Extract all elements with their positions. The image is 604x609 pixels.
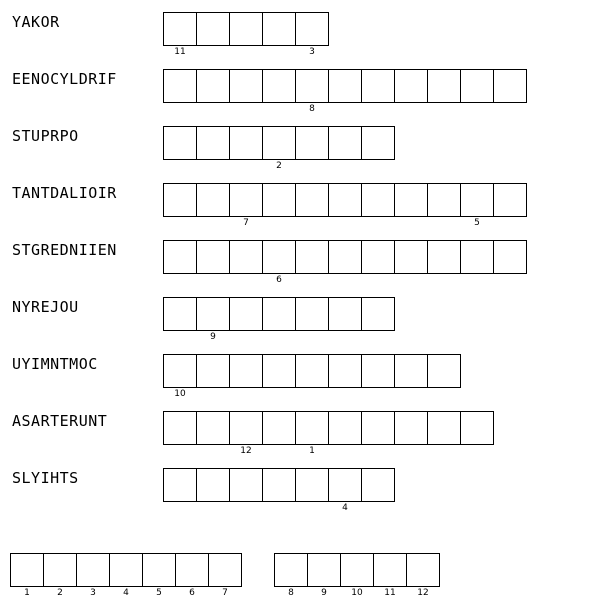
clue-number: 2 <box>276 161 282 171</box>
clue-number: 7 <box>243 218 249 228</box>
letter-box[interactable] <box>295 411 329 456</box>
letter-box[interactable] <box>328 354 362 388</box>
letter-box[interactable] <box>460 183 494 228</box>
letter-box[interactable] <box>394 354 428 388</box>
letter-box[interactable] <box>328 468 362 513</box>
final-letter-box[interactable] <box>76 553 110 598</box>
letter-box[interactable] <box>229 240 263 274</box>
letter-box[interactable] <box>328 240 362 274</box>
answer-row <box>163 468 395 513</box>
letter-box[interactable] <box>196 297 230 342</box>
final-letter-box[interactable] <box>142 553 176 598</box>
clue-number: 1 <box>309 446 315 456</box>
final-box-number: 9 <box>321 588 327 598</box>
clue-number: 10 <box>174 389 186 399</box>
letter-box[interactable] <box>460 411 494 445</box>
letter-box[interactable] <box>427 354 461 388</box>
letter-box[interactable] <box>163 240 197 274</box>
letter-box[interactable] <box>229 297 263 331</box>
final-letter-box[interactable] <box>373 553 407 598</box>
final-letter-box[interactable] <box>43 553 77 598</box>
scrambled-word: YAKOR <box>12 13 60 31</box>
letter-box[interactable] <box>229 12 263 46</box>
clue-number: 6 <box>276 275 282 285</box>
letter-box[interactable] <box>163 411 197 445</box>
letter-box[interactable] <box>361 297 395 331</box>
letter-box[interactable] <box>163 69 197 103</box>
letter-box[interactable] <box>163 183 197 217</box>
letter-box[interactable] <box>328 411 362 445</box>
clue-number: 4 <box>342 503 348 513</box>
letter-box[interactable] <box>328 69 362 103</box>
letter-box[interactable] <box>493 183 527 217</box>
letter-box[interactable] <box>493 69 527 103</box>
letter-box[interactable] <box>295 240 329 274</box>
answer-row <box>163 297 395 342</box>
letter-box[interactable] <box>163 297 197 331</box>
letter-box[interactable] <box>196 183 230 217</box>
scrambled-word: UYIMNTMOC <box>12 355 98 373</box>
final-letter-box[interactable] <box>340 553 374 598</box>
clue-number: 9 <box>210 332 216 342</box>
final-box-number: 11 <box>384 588 396 598</box>
letter-box[interactable] <box>295 69 329 114</box>
letter-box[interactable] <box>295 183 329 217</box>
final-letter-box[interactable] <box>208 553 242 598</box>
letter-box[interactable] <box>328 183 362 217</box>
answer-row <box>163 12 329 57</box>
letter-box[interactable] <box>229 468 263 502</box>
clue-number: 11 <box>174 47 186 57</box>
letter-box[interactable] <box>229 183 263 228</box>
answer-row <box>163 69 527 114</box>
letter-box[interactable] <box>460 240 494 274</box>
clue-number: 12 <box>240 446 252 456</box>
letter-box[interactable] <box>262 297 296 331</box>
answer-row <box>163 126 395 171</box>
letter-box[interactable] <box>196 69 230 103</box>
letter-box[interactable] <box>493 240 527 274</box>
answer-row <box>163 183 527 228</box>
letter-box[interactable] <box>262 12 296 46</box>
letter-box[interactable] <box>361 183 395 217</box>
letter-box[interactable] <box>295 468 329 502</box>
letter-box[interactable] <box>427 411 461 445</box>
final-letter-box[interactable] <box>307 553 341 598</box>
letter-box[interactable] <box>196 411 230 445</box>
letter-box[interactable] <box>196 468 230 502</box>
letter-box[interactable] <box>262 69 296 103</box>
answer-row <box>163 411 494 456</box>
scrambled-word: NYREJOU <box>12 298 79 316</box>
letter-box[interactable] <box>262 411 296 445</box>
scrambled-word: SLYIHTS <box>12 469 79 487</box>
final-letter-box[interactable] <box>175 553 209 598</box>
letter-box[interactable] <box>163 468 197 502</box>
letter-box[interactable] <box>361 411 395 445</box>
clue-number: 3 <box>309 47 315 57</box>
letter-box[interactable] <box>262 468 296 502</box>
final-letter-box[interactable] <box>10 553 44 598</box>
scrambled-word: ASARTERUNT <box>12 412 108 430</box>
letter-box[interactable] <box>460 69 494 103</box>
letter-box[interactable] <box>394 69 428 103</box>
letter-box[interactable] <box>262 354 296 388</box>
scrambled-word: STGREDNIIEN <box>12 241 117 259</box>
final-letter-box[interactable] <box>406 553 440 598</box>
letter-box[interactable] <box>361 354 395 388</box>
letter-box[interactable] <box>262 126 296 171</box>
letter-box[interactable] <box>295 126 329 160</box>
final-box-number: 6 <box>189 588 195 598</box>
letter-box[interactable] <box>361 468 395 502</box>
scrambled-word: STUPRPO <box>12 127 79 145</box>
letter-box[interactable] <box>196 354 230 388</box>
letter-box[interactable] <box>295 354 329 388</box>
letter-box[interactable] <box>361 69 395 103</box>
final-box-number: 3 <box>90 588 96 598</box>
scrambled-word: EENOCYLDRIF <box>12 70 117 88</box>
final-box-number: 12 <box>417 588 429 598</box>
final-box-number: 4 <box>123 588 129 598</box>
letter-box[interactable] <box>196 126 230 160</box>
letter-box[interactable] <box>163 12 197 57</box>
letter-box[interactable] <box>394 411 428 445</box>
final-box-number: 7 <box>222 588 228 598</box>
final-answer-group <box>10 553 242 598</box>
final-letter-box[interactable] <box>274 553 308 598</box>
letter-box[interactable] <box>262 240 296 285</box>
letter-box[interactable] <box>427 240 461 274</box>
letter-box[interactable] <box>361 126 395 160</box>
letter-box[interactable] <box>394 240 428 274</box>
answer-row <box>163 354 461 399</box>
letter-box[interactable] <box>295 297 329 331</box>
letter-box[interactable] <box>229 411 263 456</box>
final-box-number: 1 <box>24 588 30 598</box>
clue-number: 5 <box>474 218 480 228</box>
letter-box[interactable] <box>427 69 461 103</box>
letter-box[interactable] <box>262 183 296 217</box>
letter-box[interactable] <box>229 69 263 103</box>
letter-box[interactable] <box>229 126 263 160</box>
final-box-number: 8 <box>288 588 294 598</box>
letter-box[interactable] <box>328 297 362 331</box>
letter-box[interactable] <box>229 354 263 388</box>
letter-box[interactable] <box>163 126 197 160</box>
answer-row <box>163 240 527 285</box>
letter-box[interactable] <box>394 183 428 217</box>
letter-box[interactable] <box>196 240 230 274</box>
clue-number: 8 <box>309 104 315 114</box>
final-box-number: 10 <box>351 588 363 598</box>
final-box-number: 2 <box>57 588 63 598</box>
letter-box[interactable] <box>427 183 461 217</box>
letter-box[interactable] <box>328 126 362 160</box>
final-answer-group <box>274 553 440 598</box>
letter-box[interactable] <box>295 12 329 57</box>
final-box-number: 5 <box>156 588 162 598</box>
letter-box[interactable] <box>196 12 230 46</box>
letter-box[interactable] <box>361 240 395 274</box>
final-letter-box[interactable] <box>109 553 143 598</box>
scrambled-word: TANTDALIOIR <box>12 184 117 202</box>
letter-box[interactable] <box>163 354 197 399</box>
